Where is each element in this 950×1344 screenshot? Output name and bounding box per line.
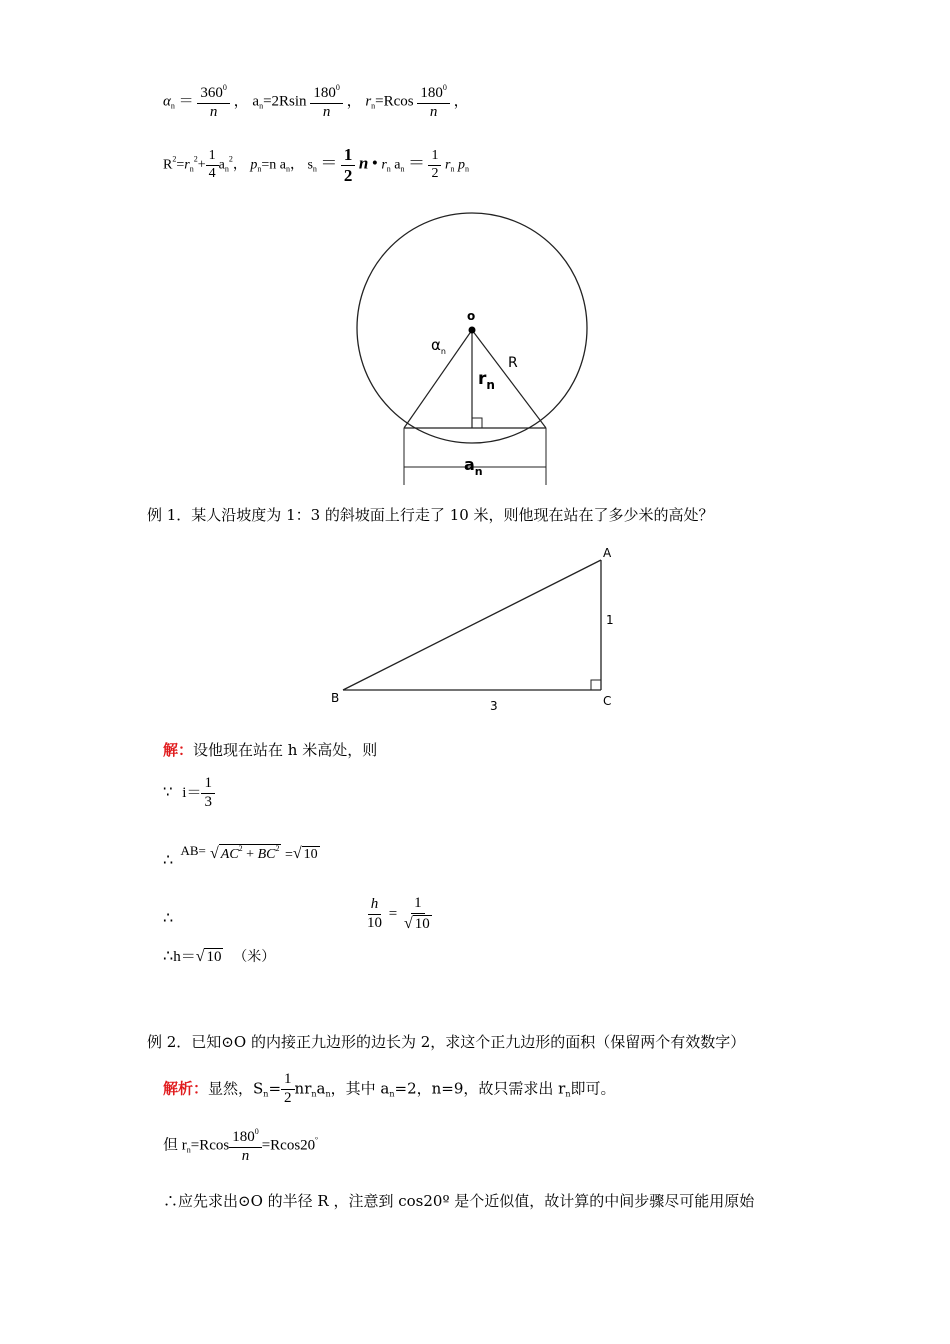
vertex-B: B — [331, 691, 340, 705]
ratio-equation: $\frac{h}{10}$ = 1 √ 10 — [367, 895, 430, 933]
vertex-C: C — [603, 694, 612, 708]
solution-line: 解：设他现在站在 h 米高处，则 — [163, 741, 378, 759]
fraction-1-2: $\frac{1}{2}$ — [281, 1072, 295, 1107]
label-r: $r_n$ — [478, 369, 495, 392]
example-2-title: 例 2．已知⊙O 的内接正九边形的边长为 2，求这个正九边形的面积（保留两个有效数字） — [147, 1033, 746, 1051]
rn-line: 但 $r_n=Rcos$ $\frac{180^0}{n}$ $=Rcos20^º$ — [163, 1127, 318, 1164]
formula-line-1: $\alpha_n$ ＝ $\frac{360^0}{n}$ ， $a_n=2Rsin$ $\frac{180^0}{n}$ ， $r_n=Rcos$ $\frac{180^0}{n}$ ， — [163, 83, 469, 120]
fraction-360-n: $\frac{360^0}{n}$ — [197, 84, 230, 121]
label-o: o — [467, 309, 476, 323]
fraction-180-n-2: $\frac{180^0}{n}$ — [417, 84, 450, 121]
fraction-180-n: $\frac{180^0}{n}$ — [229, 1128, 262, 1165]
analysis-label: 解析： — [163, 1079, 209, 1098]
fraction-1-3: $\frac{1}{3}$ — [201, 776, 215, 811]
fraction-1-2: $\frac{1}{2}$ — [428, 149, 441, 181]
h-result-line: ∴h＝ √ 10 （米） — [163, 948, 276, 965]
fraction-1-2-bold: $\frac{1}{2}$ — [341, 146, 356, 185]
because-line: ∵ i＝ $\frac{1}{3}$ — [163, 776, 215, 811]
right-angle-mark — [591, 680, 601, 690]
example-2-line-3: ∴应先求出⊙O 的半径 R ，注意到 cos20º 是个近似值，故计算的中间步骤尽可能用原始 — [163, 1192, 755, 1210]
vertex-A: A — [603, 546, 612, 560]
center-point — [469, 327, 476, 334]
alpha-symbol: α — [163, 93, 171, 110]
example-1-title: 例 1．某人沿坡度为 1：3 的斜坡面上行走了 10 米，则他现在站在了多少米的高处？ — [147, 506, 714, 524]
solution-label: 解： — [163, 741, 194, 759]
analysis-line: 解析：显然，$S_n=$ $\frac{1}{2}$ $nr_na_n$，其中 $a_n=2$，n=9，故只需求出 $r_n$即可。 — [163, 1071, 616, 1106]
label-a: $a_n$ — [464, 455, 483, 478]
formula-line-2: $R^2=r_n^2+$ $\frac{1}{4}$ $a_n^2$， $p_n=n$ $a_n$， $s_n$ ＝ $\frac{1}{2}$ n • $r_n$ $a_n$ ＝ $\frac{1}{2}$ $r_n$ $p_n$ — [163, 145, 469, 185]
side-label-1: 1 — [606, 613, 614, 627]
hypotenuse-AB — [343, 560, 601, 690]
therefore-line: ∴ — [163, 910, 174, 927]
ab-sqrt-expression: √ $AC^2 + BC^2$ = √ 10 — [210, 844, 318, 863]
label-R: R — [508, 355, 518, 371]
fraction-1-4: $\frac{1}{4}$ — [206, 149, 219, 181]
ab-line: ∴ AB= — [163, 843, 206, 869]
right-angle-mark — [472, 418, 482, 428]
label-alpha: $\alpha_n$ — [431, 336, 446, 356]
slope-triangle — [325, 540, 625, 715]
side-label-3: 3 — [490, 699, 498, 713]
fraction-180-n: $\frac{180^0}{n}$ — [310, 84, 343, 121]
circle-diagram — [340, 210, 610, 490]
